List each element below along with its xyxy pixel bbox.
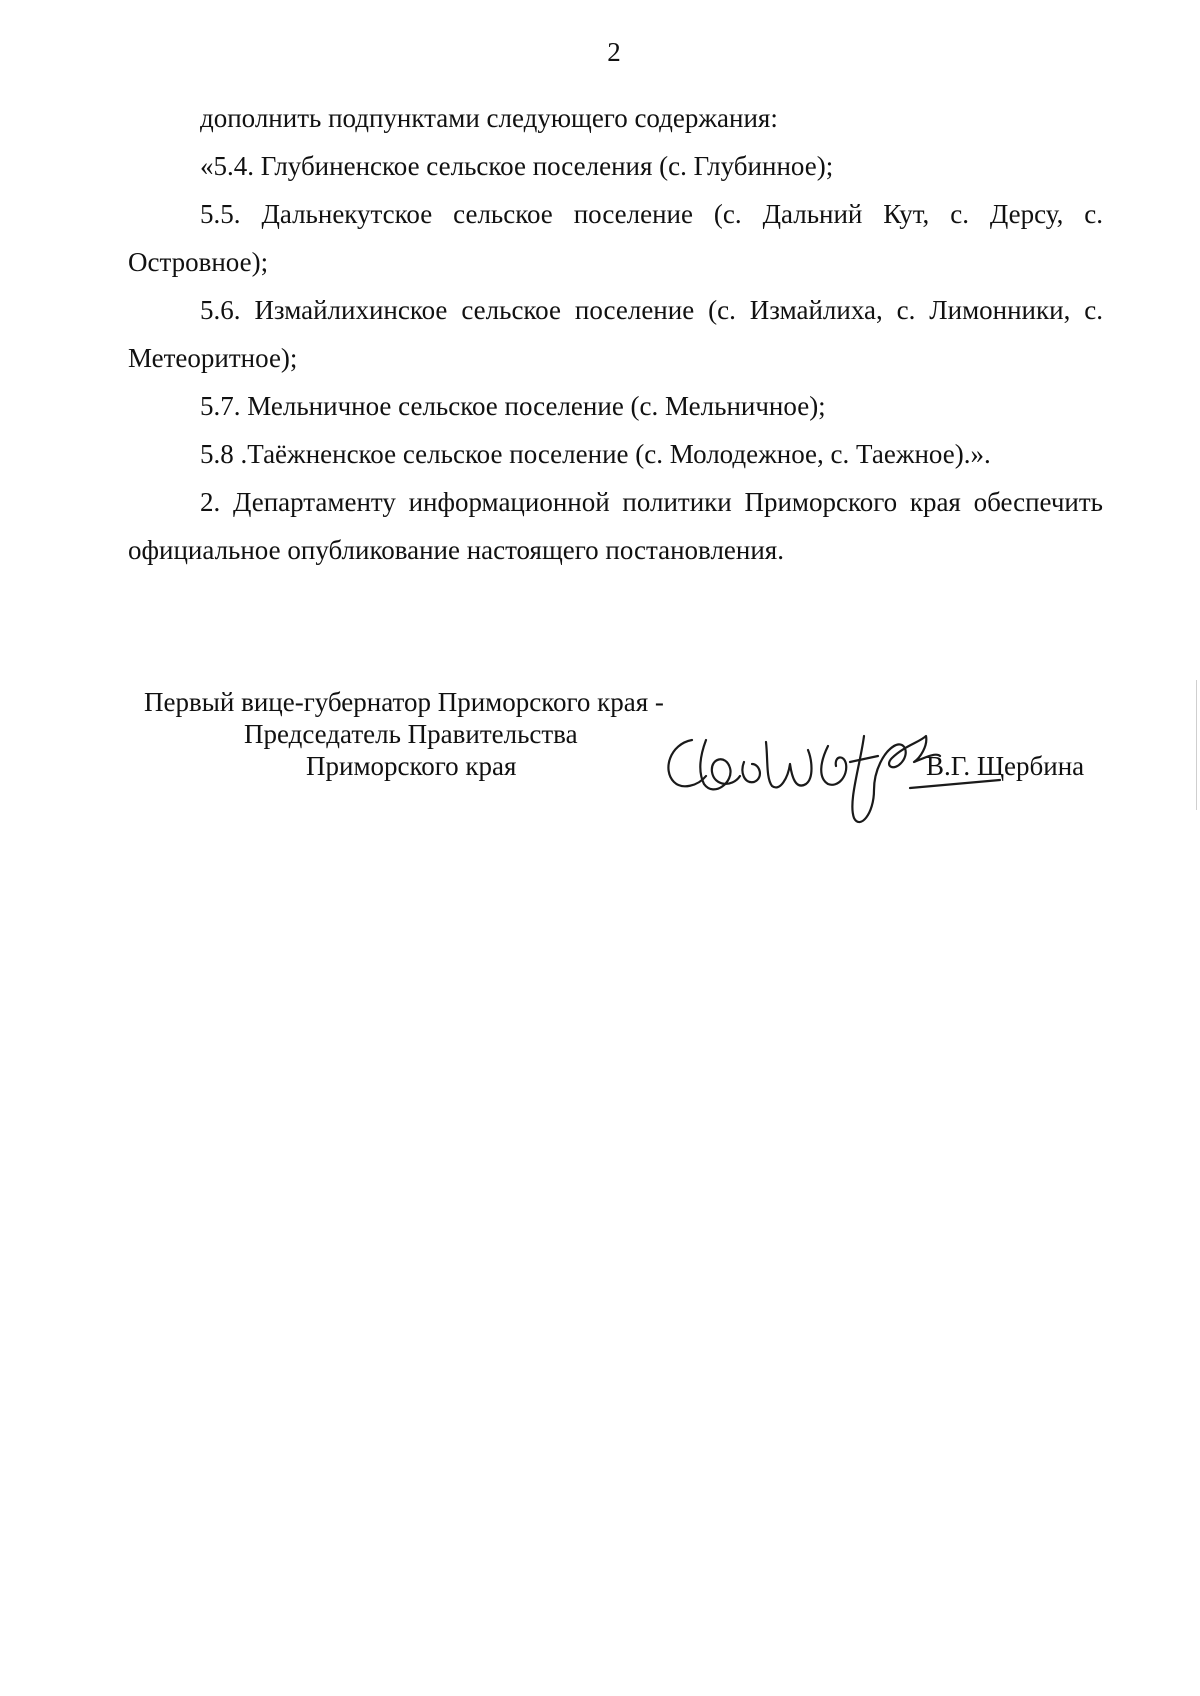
subitem-5-4: «5.4. Глубиненское сельское поселения (с. Глубинное); <box>200 151 834 181</box>
page-number: 2 <box>607 37 621 67</box>
subitem-5-6: 5.6. Измайлихинское сельское поселение (с. Измайлиха, с. Лимонники, с. Метеоритное); <box>128 295 1103 373</box>
subitem-5-8: 5.8 .Таёжненское сельское поселение (с. Молодежное, с. Таежное).». <box>200 439 991 469</box>
document-body <box>128 94 1103 574</box>
subitem-5-7: 5.7. Мельничное сельское поселение (с. Мельничное); <box>200 391 826 421</box>
scan-edge-line <box>1196 680 1197 810</box>
signer-position-line-2: Председатель Правительства <box>244 719 578 749</box>
signature-block <box>128 686 1108 836</box>
paragraph-intro: дополнить подпунктами следующего содержания: <box>200 103 778 133</box>
signer-name: В.Г. Щербина <box>926 751 1085 781</box>
subitem-5-5: 5.5. Дальнекутское сельское поселение (с. Дальний Кут, с. Дерсу, с. Островное); <box>128 199 1103 277</box>
signer-position-line-1: Первый вице-губернатор Приморского края - <box>144 687 664 717</box>
signer-position-line-3: Приморского края <box>306 751 517 781</box>
item-2-publication: 2. Департаменту информационной политики Приморского края обеспечить официальное опубликование настоящего постановления. <box>128 487 1103 565</box>
